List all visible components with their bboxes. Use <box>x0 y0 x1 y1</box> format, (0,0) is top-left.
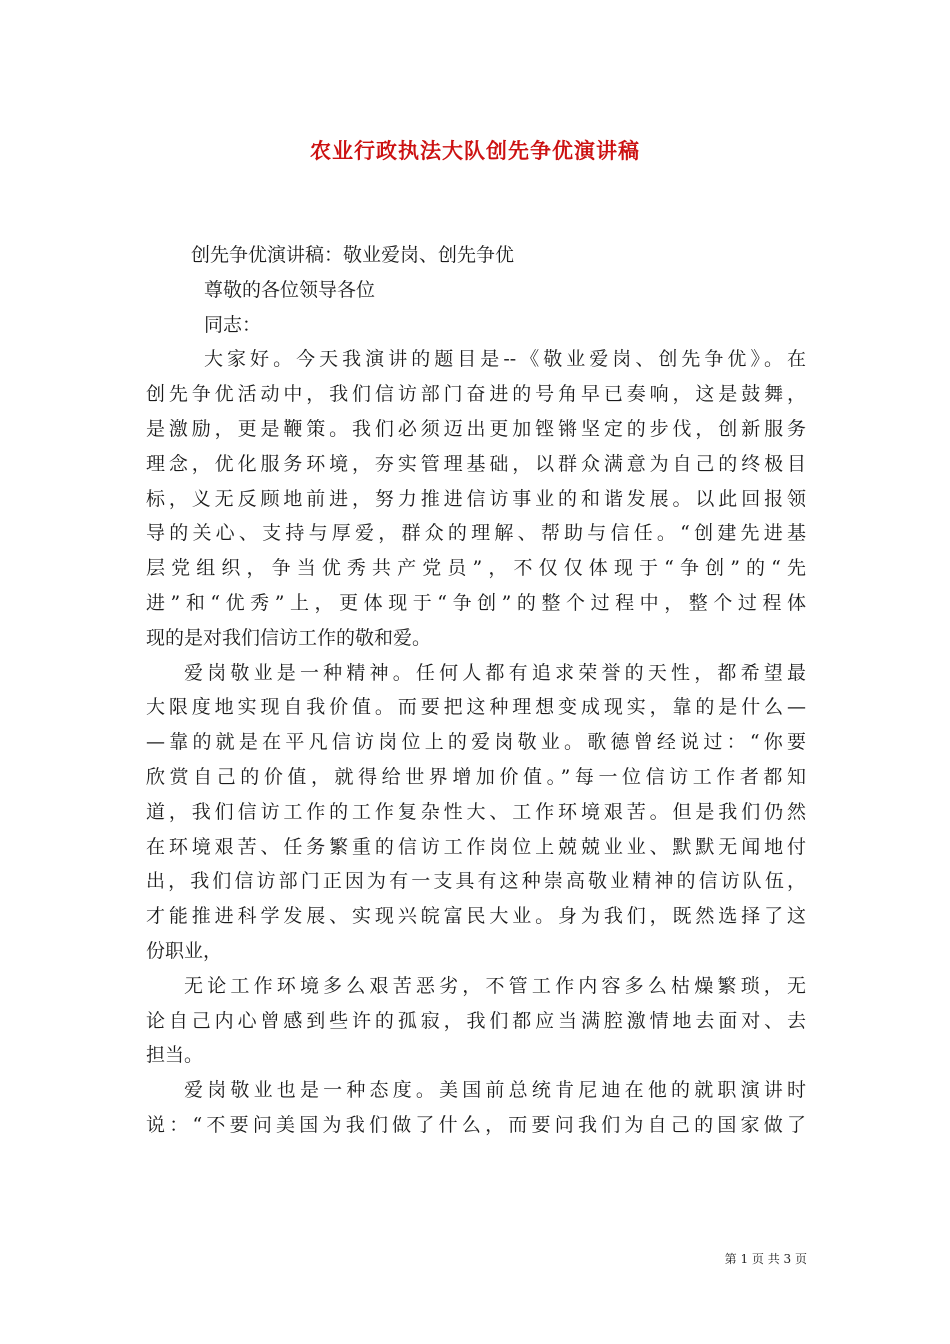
body-line: 道，我们信访工作的工作复杂性大、工作环境艰苦。但是我们仍然 <box>146 800 806 823</box>
body-line: 出，我们信访部门正因为有一支具有这种崇高敬业精神的信访队伍， <box>146 870 806 893</box>
body-line: 大限度地实现自我价值。而要把这种理想变成现实，靠的是什么— <box>146 696 806 719</box>
body-line: 论自己内心曾感到些许的孤寂，我们都应当满腔激情地去面对、去 <box>146 1009 806 1032</box>
body-line: 在环境艰苦、任务繁重的信访工作岗位上兢兢业业、默默无闻地付 <box>146 835 806 858</box>
body-line: 说：“不要问美国为我们做了什么，而要问我们为自己的国家做了 <box>146 1113 806 1136</box>
body-line: 理念，优化服务环境，夯实管理基础，以群众满意为自己的终极目 <box>146 452 806 475</box>
body-line: 尊敬的各位领导各位 <box>204 278 376 301</box>
body-line: 层党组织，争当优秀共产党员”，不仅仅体现于“争创”的“先 <box>146 557 806 580</box>
body-line: 创先争优活动中，我们信访部门奋进的号角早已奏响，这是鼓舞， <box>146 383 806 406</box>
body-line: 无论工作环境多么艰苦恶劣，不管工作内容多么枯燥繁琐，无 <box>184 974 806 997</box>
body-line: 导的关心、支持与厚爱，群众的理解、帮助与信任。“创建先进基 <box>146 522 806 545</box>
document-body <box>146 238 806 1143</box>
body-line: 同志： <box>204 313 262 336</box>
body-line: —靠的就是在平凡信访岗位上的爱岗敬业。歌德曾经说过：“你要 <box>146 731 806 754</box>
body-line: 进”和“优秀”上，更体现于“争创”的整个过程中，整个过程体 <box>146 591 806 614</box>
body-line: 大家好。今天我演讲的题目是--《敬业爱岗、创先争优》。在 <box>204 348 806 371</box>
document-title: 农业行政执法大队创先争优演讲稿 <box>310 138 640 163</box>
body-line: 现的是对我们信访工作的敬和爱。 <box>146 626 432 649</box>
body-line: 份职业， <box>146 939 223 962</box>
body-line: 创先争优演讲稿：敬业爱岗、创先争优 <box>191 244 515 266</box>
body-line: 是激励，更是鞭策。我们必须迈出更加铿锵坚定的步伐，创新服务 <box>146 417 806 440</box>
body-line: 爱岗敬业是一种精神。任何人都有追求荣誉的天性，都希望最 <box>184 661 806 684</box>
body-line: 欣赏自己的价值，就得给世界增加价值。”每一位信访工作者都知 <box>146 765 806 788</box>
body-line: 担当。 <box>146 1044 204 1067</box>
page-number: 第 1 页 共 3 页 <box>724 1252 807 1266</box>
body-line: 才能推进科学发展、实现兴皖富民大业。身为我们，既然选择了这 <box>146 905 806 928</box>
body-line: 标，义无反顾地前进，努力推进信访事业的和谐发展。以此回报领 <box>146 487 806 510</box>
body-line: 爱岗敬业也是一种态度。美国前总统肯尼迪在他的就职演讲时 <box>184 1079 806 1102</box>
